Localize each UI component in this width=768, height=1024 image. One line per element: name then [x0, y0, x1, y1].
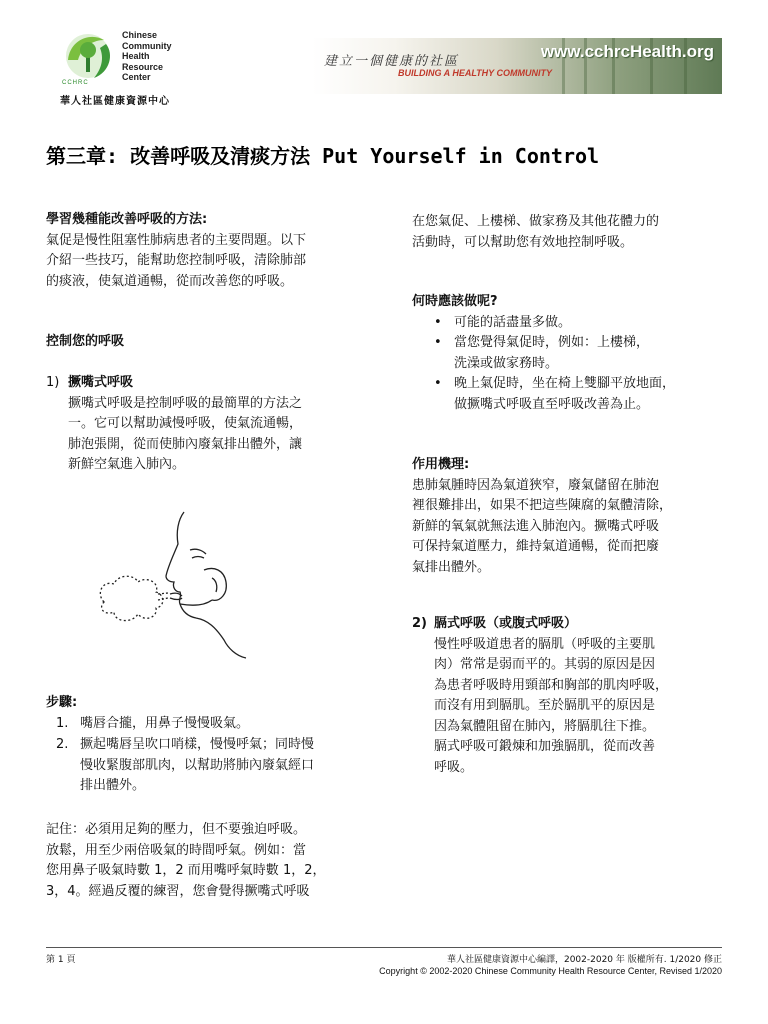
item1-number: 1) — [46, 375, 60, 390]
logo-english-name: Chinese Community Health Resource Center — [122, 30, 172, 82]
mechanism-line: 可保持氣道壓力，維持氣道通暢，從而把廢 — [412, 539, 660, 554]
item2-line: 肉）常常是弱而平的。其弱的原因是因 — [434, 657, 656, 672]
item2-title: 膈式呼吸（或腹式呼吸） — [434, 616, 578, 631]
intro-line: 的痰液，使氣道通暢，從而改善您的呼吸。 — [46, 273, 294, 289]
remember-line: 3，4。經過反覆的練習，您會覺得撅嘴式呼吸 — [46, 883, 310, 899]
mechanism-line: 裡很難排出，如果不把這些陳腐的氣體清除， — [412, 498, 673, 513]
when-section — [412, 292, 675, 415]
list-item: • 晚上氣促時，坐在椅上雙腳平放地面， 做撅嘴式呼吸直至呼吸改善為止。 — [430, 374, 675, 415]
cchrc-logo — [60, 30, 190, 110]
intro-line: 介紹一些技巧，能幫助您控制呼吸，清除肺部 — [46, 253, 307, 268]
item1-line: 撅嘴式呼吸是控制呼吸的最簡單的方法之 — [68, 395, 303, 411]
mechanism-section — [412, 455, 672, 578]
item2-line: 呼吸。 — [434, 759, 474, 775]
banner-chinese-slogan: 建立一個健康的社區 — [324, 54, 460, 69]
banner-tagline: BUILDING A HEALTHY COMMUNITY — [398, 68, 552, 78]
step-text — [80, 714, 249, 735]
page-number: 第 1 頁 — [46, 955, 76, 965]
step-text — [80, 735, 314, 797]
mechanism-line: 患肺氣腫時因為氣道狹窄，廢氣儲留在肺泡 — [412, 477, 660, 493]
item1-line: 一。它可以幫助減慢呼吸，使氣流通暢， — [68, 416, 303, 431]
item1-line: 肺泡張開，從而使肺內廢氣排出體外，讓 — [68, 436, 303, 452]
footer-divider — [46, 947, 722, 948]
item2-line: 慢性呼吸道患者的膈肌（呼吸的主要肌 — [434, 636, 656, 652]
item1-section — [68, 373, 302, 476]
remember-line: 放鬆，用至少兩倍吸氣的時間呼氣。例如：當 — [46, 842, 307, 858]
item2-line: 為患者呼吸時用頸部和胸部的肌肉呼吸， — [434, 677, 669, 693]
mechanism-heading: 作用機理: — [412, 457, 470, 472]
item1-line: 新鮮空氣進入肺內。 — [68, 457, 186, 472]
footer-english-copyright: Copyright © 2002-2020 Chinese Community Health Resource Center, Revised 1/2020 — [379, 966, 722, 976]
mechanism-line: 氣排出體外。 — [412, 559, 491, 575]
step-line: 嘴唇合攏，用鼻子慢慢吸氣。 — [80, 716, 250, 731]
intro-section — [46, 210, 306, 292]
footer-chinese-copyright: 華人社區健康資源中心編譯，2002-2020 年 版權所有. 1/2020 修正 — [446, 955, 722, 965]
header-banner — [312, 38, 722, 94]
item1-title: 撅嘴式呼吸 — [68, 375, 134, 390]
intro-heading: 學習幾種能改善呼吸的方法: — [46, 212, 208, 227]
steps-section — [46, 693, 77, 714]
step-number: 1. — [56, 716, 69, 731]
item2-line: 而沒有用到膈肌。至於膈肌平的原因是 — [434, 698, 656, 713]
logo-chinese-name: 華人社區健康資源中心 — [60, 96, 170, 107]
remember-line: 您用鼻子吸氣時數 1，2 而用嘴呼氣時數 1，2， — [46, 863, 326, 878]
intro-line: 氣促是慢性阻塞性肺病患者的主要問題。以下 — [46, 232, 307, 248]
continued-text — [412, 212, 659, 253]
mechanism-line: 新鮮的氧氣就無法進入肺泡內。撅嘴式呼吸 — [412, 518, 660, 534]
control-heading: 控制您的呼吸 — [46, 334, 125, 349]
banner-url: www.cchrcHealth.org — [540, 42, 714, 61]
item2-section — [434, 614, 668, 778]
step-number: 2. — [56, 737, 69, 752]
step-line: 慢收緊腹部肌肉，以幫助將肺內廢氣經口 — [80, 757, 315, 773]
pursed-lip-breathing-illustration — [96, 510, 266, 660]
steps-heading: 步驟: — [46, 695, 78, 710]
item2-number: 2) — [412, 616, 427, 631]
when-list — [430, 313, 675, 416]
continued-line: 活動時，可以幫助您有效地控制呼吸。 — [412, 234, 634, 250]
step-line: 撅起嘴唇呈吹口哨樣，慢慢呼氣；同時慢 — [80, 737, 315, 752]
list-item: • 當您覺得氣促時，例如：上樓梯， 洗澡或做家務時。 — [430, 333, 675, 374]
item2-line: 膈式呼吸可鍛煉和加強膈肌，從而改善 — [434, 739, 656, 754]
step-line: 排出體外。 — [80, 778, 146, 793]
continued-line: 在您氣促、上樓梯、做家務及其他花體力的 — [412, 214, 660, 229]
item2-line: 因為氣體阻留在肺內，將膈肌往下推。 — [434, 718, 656, 734]
list-item: • 可能的話盡量多做。 — [430, 313, 675, 334]
logo-abbreviation: CCHRC — [62, 80, 89, 86]
when-heading: 何時應該做呢? — [412, 294, 498, 309]
remember-section — [46, 820, 325, 902]
page-title: 第三章: 改善呼吸及清痰方法 Put Yourself in Control — [46, 144, 600, 168]
remember-line: 記住：必須用足夠的壓力，但不要強迫呼吸。 — [46, 822, 307, 837]
